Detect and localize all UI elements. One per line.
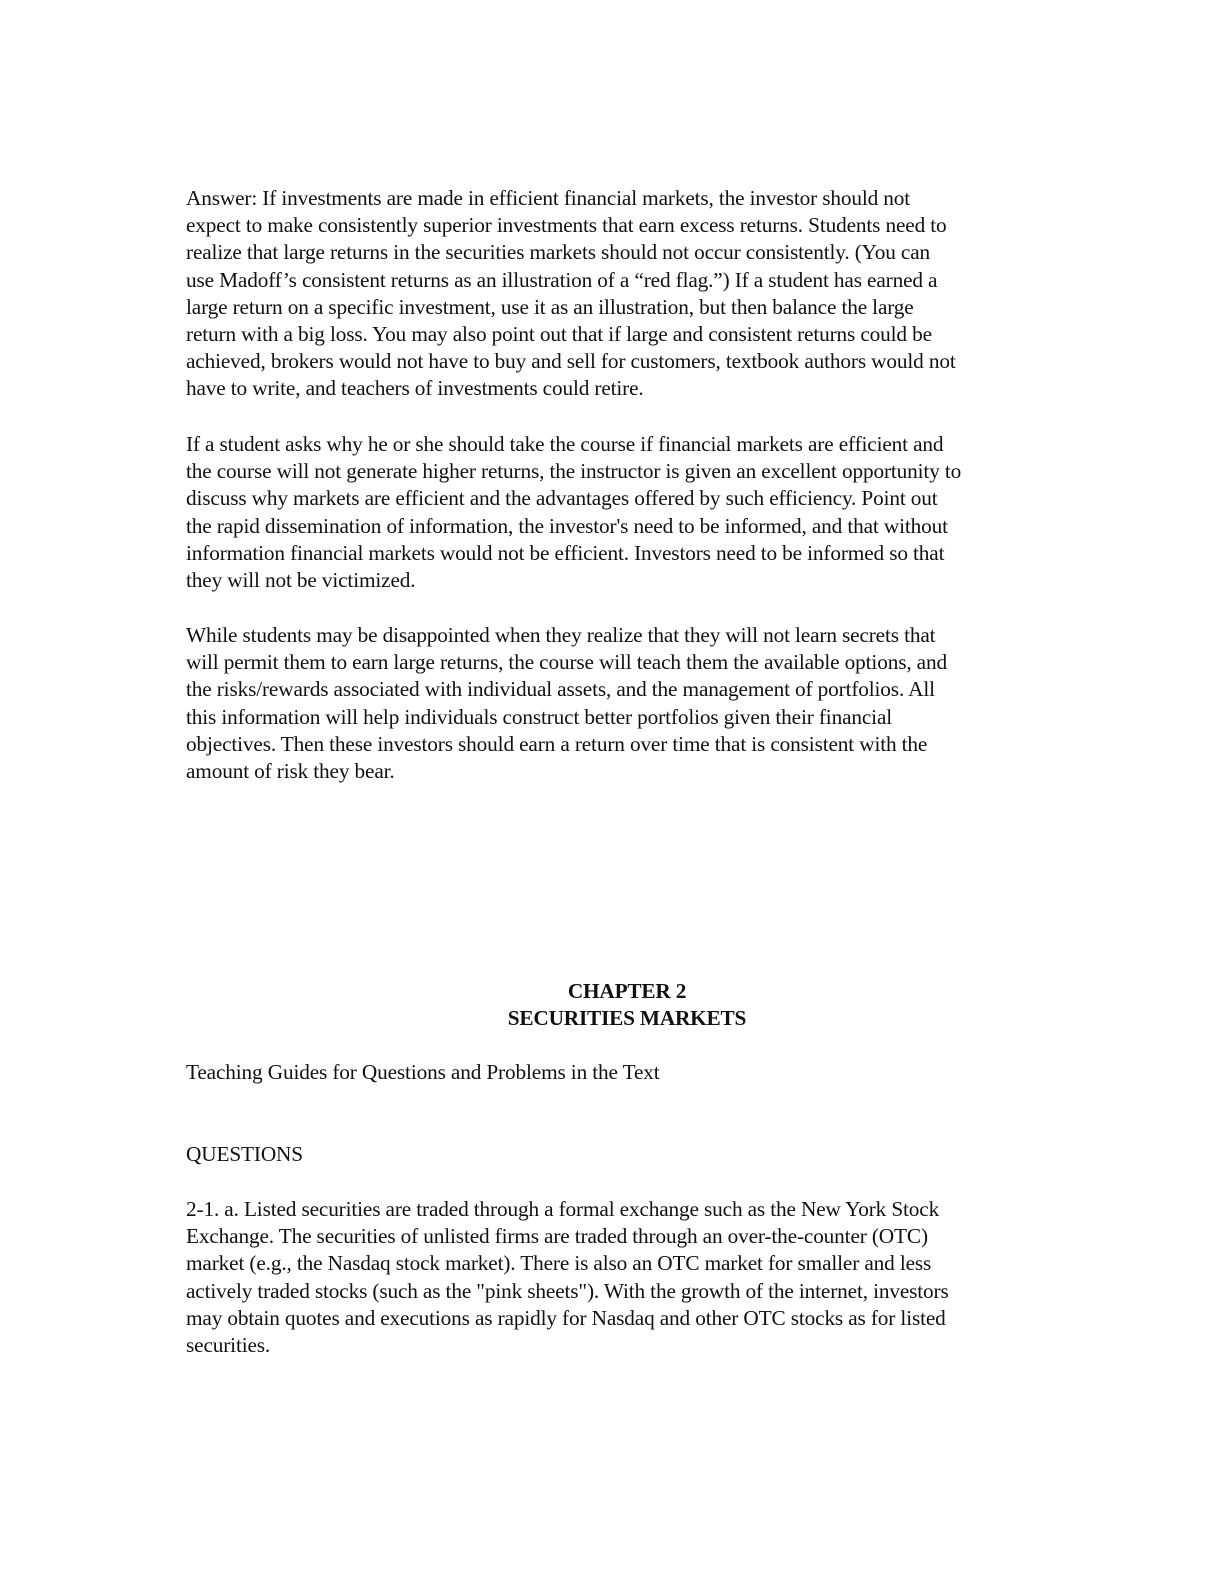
subtitle-text: Teaching Guides for Questions and Problems in the Text [186,1060,660,1084]
text-line: actively traded stocks (such as the "pink sheets"). With the growth of the internet, investors [186,1278,949,1303]
text-line: large return on a specific investment, use it as an illustration, but then balance the large [186,294,914,319]
chapter-number-heading: CHAPTER 2 [567,979,687,1003]
text-line: Exchange. The securities of unlisted firms are traded through an over-the-counter (OTC) [186,1224,928,1249]
text-line: they will not be victimized. [186,567,416,592]
text-line: securities. [186,1332,271,1357]
text-line: information financial markets would not be efficient. Investors need to be informed so that [186,540,945,565]
text-line: If a student asks why he or she should take the course if financial markets are efficient and [186,432,944,456]
answer-paragraph-course-value [186,622,1086,785]
text-line: market (e.g., the Nasdaq stock market). There is also an OTC market for smaller and less [186,1251,932,1276]
text-line: While students may be disappointed when they realize that they will not learn secrets that [186,623,936,647]
text-line: Answer: If investments are made in efficient financial markets, the investor should not [186,186,911,210]
text-line: return with a big loss. You may also point out that if large and consistent returns could be [186,321,932,346]
answer-paragraph-why-take-course [186,431,1086,594]
text-line: 2-1. a. Listed securities are traded through a formal exchange such as the New York Stock [186,1197,940,1221]
text-line: this information will help individuals construct better portfolios given their financial [186,704,893,729]
text-line: objectives. Then these investors should earn a return over time that is consistent with the [186,731,928,756]
text-line: expect to make consistently superior investments that earn excess returns. Students need to [186,213,947,238]
questions-section-heading [186,1141,1086,1168]
text-line: achieved, brokers would not have to buy and sell for customers, textbook authors would not [186,349,956,374]
text-line: the risks/rewards associated with individual assets, and the management of portfolios. All [186,677,935,702]
text-line: the rapid dissemination of information, the investor's need to be informed, and that without [186,513,948,538]
text-line: the course will not generate higher returns, the instructor is given an excellent opportunity to [186,459,962,484]
text-line: amount of risk they bear. [186,758,395,783]
text-line: will permit them to earn large returns, the course will teach them the available options, and [186,650,947,675]
text-line: realize that large returns in the securities markets should not occur consistently. (You can [186,240,931,265]
text-line: may obtain quotes and executions as rapidly for Nasdaq and other OTC stocks as for listed [186,1305,946,1330]
text-line: use Madoff’s consistent returns as an illustration of a “red flag.”) If a student has earned a [186,267,938,292]
questions-heading-text: QUESTIONS [186,1142,303,1166]
text-line: discuss why markets are efficient and the advantages offered by such efficiency. Point out [186,486,938,511]
chapter-title-heading: SECURITIES MARKETS [507,1006,747,1030]
text-line: have to write, and teachers of investments could retire. [186,376,644,401]
answer-paragraph-efficient-markets [186,185,1086,403]
section-subtitle [186,1059,1086,1086]
question-answer-2-1 [186,1196,1086,1359]
